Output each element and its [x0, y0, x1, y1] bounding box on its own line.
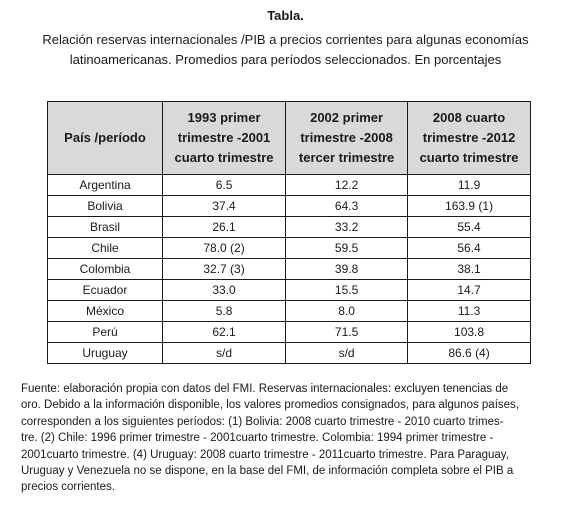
table-title: Tabla.	[267, 8, 304, 23]
table-row	[48, 280, 531, 301]
table-row	[48, 322, 531, 343]
cell-period-3: 55.4	[408, 217, 531, 238]
cell-period-3: 163.9 (1)	[408, 196, 531, 217]
table-row	[48, 217, 531, 238]
header-row	[48, 102, 531, 175]
cell-period-1: 26.1	[163, 217, 286, 238]
header-period-1: 1993 primer trimestre -2001 cuarto trimestre	[163, 102, 286, 175]
cell-period-2: 39.8	[286, 259, 408, 280]
header-period-3: 2008 cuarto trimestre -2012 cuarto trimestre	[408, 102, 531, 175]
caption-line-2: latinoamericanas. Promedios para períodos seleccionados. En porcentajes	[69, 52, 502, 67]
footnote-line: Uruguay y Venezuela no se dispone, en la base del FMI, de información completa sobre el PIB a	[21, 465, 514, 478]
cell-period-2: 33.2	[286, 217, 408, 238]
cell-period-2: 8.0	[286, 301, 408, 322]
cell-period-3: 86.6 (4)	[408, 343, 531, 364]
footnote-line: precios corrientes.	[21, 481, 115, 494]
cell-period-3: 38.1	[408, 259, 531, 280]
cell-period-1: 33.0	[163, 280, 286, 301]
table-header	[48, 102, 531, 175]
cell-period-2: 59.5	[286, 238, 408, 259]
cell-period-2: 64.3	[286, 196, 408, 217]
cell-country: Perú	[48, 322, 163, 343]
cell-country: Uruguay	[48, 343, 163, 364]
cell-period-1: 5.8	[163, 301, 286, 322]
table-row	[48, 301, 531, 322]
footnote-line: 2001cuarto trimestre. (4) Uruguay: 2008 cuarto trimestre - 2011cuarto trimestre. Para Paraguay,	[21, 448, 509, 461]
cell-period-3: 11.3	[408, 301, 531, 322]
cell-period-1: 32.7 (3)	[163, 259, 286, 280]
table-body	[48, 175, 531, 364]
cell-period-2: 12.2	[286, 175, 408, 196]
cell-country: Bolivia	[48, 196, 163, 217]
header-period-2: 2002 primer trimestre -2008 tercer trimestre	[286, 102, 408, 175]
cell-period-3: 56.4	[408, 238, 531, 259]
footnote-line: oro. Debido a la información disponible, los valores promedios consignados, para algunos países,	[21, 399, 519, 412]
cell-period-2: 71.5	[286, 322, 408, 343]
source-footnote	[21, 381, 553, 496]
table-row	[48, 259, 531, 280]
footnote-line: corresponden a los siguientes períodos: (1) Bolivia: 2008 cuarto trimestre - 2010 cuarto trimes-	[21, 415, 504, 428]
cell-period-1: 6.5	[163, 175, 286, 196]
cell-period-1: 62.1	[163, 322, 286, 343]
table-row	[48, 196, 531, 217]
cell-period-3: 11.9	[408, 175, 531, 196]
cell-period-1: s/d	[163, 343, 286, 364]
cell-period-3: 14.7	[408, 280, 531, 301]
cell-period-2: 15.5	[286, 280, 408, 301]
cell-period-2: s/d	[286, 343, 408, 364]
caption-line-1: Relación reservas internacionales /PIB a precios corrientes para algunas economías	[42, 32, 529, 47]
table-row	[48, 343, 531, 364]
reserves-table	[47, 101, 531, 364]
footnote-line: Fuente: elaboración propia con datos del FMI. Reservas internacionales: excluyen tenencias de	[21, 383, 509, 395]
cell-country: Argentina	[48, 175, 163, 196]
table-row	[48, 175, 531, 196]
cell-country: Chile	[48, 238, 163, 259]
header-country: País /período	[48, 102, 163, 175]
cell-period-1: 37.4	[163, 196, 286, 217]
cell-country: Colombia	[48, 259, 163, 280]
table-row	[48, 238, 531, 259]
cell-country: Brasil	[48, 217, 163, 238]
footnote-line: tre. (2) Chile: 1996 primer trimestre - 2001cuarto trimestre. Colombia: 1994 primer trimestre -	[21, 432, 494, 445]
cell-period-1: 78.0 (2)	[163, 238, 286, 259]
cell-country: México	[48, 301, 163, 322]
cell-period-3: 103.8	[408, 322, 531, 343]
table-caption	[20, 30, 551, 70]
cell-country: Ecuador	[48, 280, 163, 301]
